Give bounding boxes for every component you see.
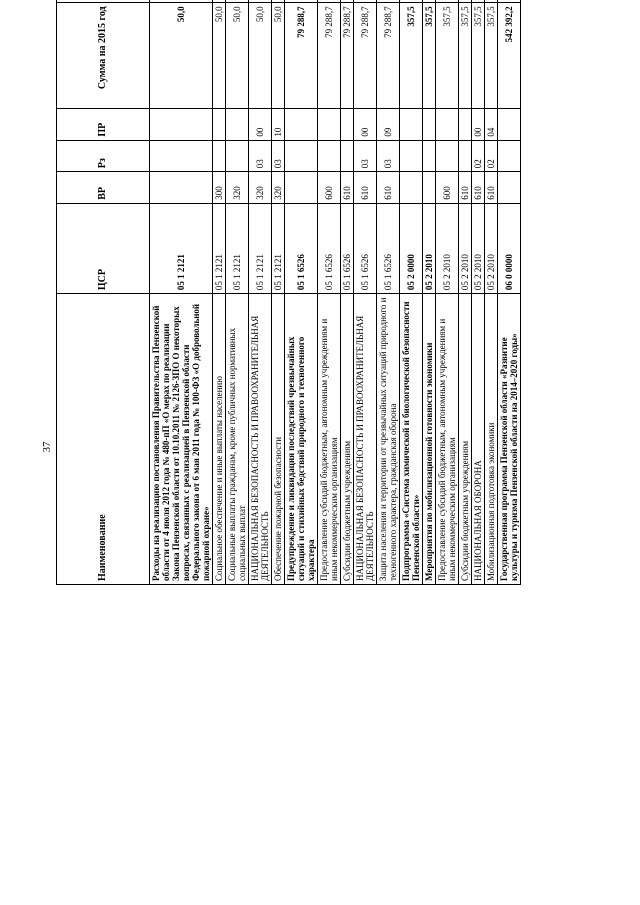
cell-sum-2016 — [498, 0, 521, 3]
budget-table-container — [56, 0, 590, 585]
cell-sum-2016 — [226, 0, 249, 3]
cell-name: Подпрограмма «Система химической и биологической безопасности Пензенской области» — [400, 294, 423, 585]
cell-rz — [459, 140, 472, 172]
cell-vr: 610 — [341, 172, 354, 204]
header-vr: ВР — [57, 172, 150, 204]
cell-sum-2015: 79 288,7 — [285, 3, 318, 109]
table-row — [226, 0, 249, 585]
cell-sum-2016 — [472, 0, 485, 3]
table-row — [249, 0, 272, 585]
table-row — [400, 0, 423, 585]
cell-pr: 09 — [377, 109, 400, 141]
table-row — [498, 0, 521, 585]
cell-sum-2015: 542 392,2 — [498, 3, 521, 109]
cell-rz — [423, 140, 436, 172]
cell-vr: 320 — [249, 172, 272, 204]
cell-sum-2016 — [423, 0, 436, 3]
cell-rz: 02 — [485, 140, 498, 172]
table-row — [354, 0, 377, 585]
cell-sum-2016 — [213, 0, 226, 3]
cell-sum-2015: 357,5 — [423, 3, 436, 109]
cell-vr: 600 — [436, 172, 459, 204]
cell-pr — [498, 109, 521, 141]
cell-csr: 05 1 2121 — [213, 203, 226, 293]
cell-sum-2016 — [150, 0, 213, 3]
cell-vr — [498, 172, 521, 204]
cell-rz — [341, 140, 354, 172]
cell-pr — [423, 109, 436, 141]
cell-csr: 05 1 6526 — [377, 203, 400, 293]
cell-csr: 05 2 2010 — [436, 203, 459, 293]
cell-sum-2016 — [459, 0, 472, 3]
cell-name: НАЦИОНАЛЬНАЯ ОБОРОНА — [472, 294, 485, 585]
cell-sum-2015: 50,0 — [272, 3, 285, 109]
cell-name: Социальные выплаты гражданам, кроме публичных нормативных социальных выплат — [226, 294, 249, 585]
cell-sum-2015: 79 288,7 — [354, 3, 377, 109]
table-row — [213, 0, 226, 585]
table-row — [459, 0, 472, 585]
cell-rz — [318, 140, 341, 172]
cell-pr — [341, 109, 354, 141]
cell-name: Субсидии бюджетным учреждениям — [341, 294, 354, 585]
table-row — [341, 0, 354, 585]
cell-csr: 05 1 6526 — [318, 203, 341, 293]
cell-sum-2015: 50,0 — [213, 3, 226, 109]
cell-sum-2016 — [285, 0, 318, 3]
cell-rz: 03 — [354, 140, 377, 172]
cell-name: Обеспечение пожарной безопасности — [272, 294, 285, 585]
cell-sum-2015: 50,0 — [150, 3, 213, 109]
cell-sum-2015: 357,5 — [436, 3, 459, 109]
cell-rz — [213, 140, 226, 172]
cell-vr: 610 — [459, 172, 472, 204]
cell-sum-2015: 50,0 — [249, 3, 272, 109]
cell-vr: 610 — [377, 172, 400, 204]
cell-vr: 300 — [213, 172, 226, 204]
cell-csr: 05 1 6526 — [341, 203, 354, 293]
cell-vr — [150, 172, 213, 204]
cell-pr — [436, 109, 459, 141]
cell-pr — [318, 109, 341, 141]
cell-name: Государственная программа Пензенской области «Развитие культуры и туризма Пензенской области на 2014–2020 годы» — [498, 294, 521, 585]
rotated-page-content — [56, 6, 590, 845]
header-csr: ЦСР — [57, 203, 150, 293]
cell-csr: 05 1 2121 — [150, 203, 213, 293]
cell-rz — [498, 140, 521, 172]
table-row — [150, 0, 213, 585]
table-row — [472, 0, 485, 585]
cell-pr: 00 — [249, 109, 272, 141]
cell-sum-2015: 357,5 — [485, 3, 498, 109]
table-row — [272, 0, 285, 585]
header-rz: Рз — [57, 140, 150, 172]
budget-table — [56, 0, 521, 585]
table-row — [318, 0, 341, 585]
cell-sum-2016 — [341, 0, 354, 3]
cell-name: Защита населения и территории от чрезвычайных ситуаций природного и техногенного характера, гражданская оборона — [377, 294, 400, 585]
cell-vr: 610 — [485, 172, 498, 204]
cell-name: Предупреждение и ликвидация последствий чрезвычайных ситуаций и стихийных бедствий природного и техногенного характера — [285, 294, 318, 585]
table-row — [377, 0, 400, 585]
cell-pr — [400, 109, 423, 141]
cell-csr: 06 0 0000 — [498, 203, 521, 293]
header-name: Наименование — [57, 294, 150, 585]
cell-vr — [285, 172, 318, 204]
table-row — [423, 0, 436, 585]
cell-sum-2016 — [377, 0, 400, 3]
table-row — [485, 0, 498, 585]
cell-name: Расходы на реализацию постановления Правительства Пензенской области от 4 июля 2012 года № 480-пП «О мерах по реализации Закона Пензенской области от 10.10.2011 № 2126-ЗПО О некоторых вопросах, связанных с реализацией в Пензенской области Федерального закона от 6 мая 2011 года № 100-ФЗ «О добровольной пожарной охране» — [150, 294, 213, 585]
cell-name: Предоставление субсидий бюджетным, автономным учреждениям и иным некоммерческим организациям — [318, 294, 341, 585]
header-sum-2016 — [57, 0, 150, 3]
cell-vr: 320 — [272, 172, 285, 204]
cell-csr: 05 2 2010 — [423, 203, 436, 293]
cell-pr — [459, 109, 472, 141]
cell-pr — [285, 109, 318, 141]
cell-sum-2016 — [354, 0, 377, 3]
cell-csr: 05 1 2121 — [249, 203, 272, 293]
cell-sum-2016 — [485, 0, 498, 3]
cell-name: НАЦИОНАЛЬНАЯ БЕЗОПАСНОСТЬ И ПРАВООХРАНИТЕЛЬНАЯ ДЕЯТЕЛЬНОСТЬ — [354, 294, 377, 585]
cell-csr: 05 2 2010 — [459, 203, 472, 293]
cell-vr — [423, 172, 436, 204]
cell-csr: 05 2 2010 — [485, 203, 498, 293]
cell-rz: 02 — [472, 140, 485, 172]
table-row — [436, 0, 459, 585]
cell-csr: 05 1 2121 — [226, 203, 249, 293]
cell-name: Мероприятия по мобилизационной готовности экономики — [423, 294, 436, 585]
cell-rz: 03 — [377, 140, 400, 172]
cell-sum-2015: 79 288,7 — [341, 3, 354, 109]
table-row — [285, 0, 318, 585]
cell-name: Мобилизационная подготовка экономики — [485, 294, 498, 585]
cell-name: НАЦИОНАЛЬНАЯ БЕЗОПАСНОСТЬ И ПРАВООХРАНИТЕЛЬНАЯ ДЕЯТЕЛЬНОСТЬ — [249, 294, 272, 585]
cell-sum-2016 — [249, 0, 272, 3]
page-number: 37 — [41, 441, 53, 453]
cell-sum-2015: 357,5 — [459, 3, 472, 109]
cell-sum-2015: 79 288,7 — [318, 3, 341, 109]
cell-pr: 00 — [354, 109, 377, 141]
cell-csr: 05 2 2010 — [472, 203, 485, 293]
cell-csr: 05 2 0000 — [400, 203, 423, 293]
cell-csr: 05 1 2121 — [272, 203, 285, 293]
cell-vr: 600 — [318, 172, 341, 204]
cell-sum-2015: 79 288,7 — [377, 3, 400, 109]
cell-sum-2015: 357,5 — [472, 3, 485, 109]
cell-sum-2016 — [436, 0, 459, 3]
header-pr: ПР — [57, 109, 150, 141]
cell-pr — [213, 109, 226, 141]
cell-vr — [400, 172, 423, 204]
cell-sum-2016 — [272, 0, 285, 3]
cell-rz — [150, 140, 213, 172]
cell-pr — [150, 109, 213, 141]
table-header-row — [57, 0, 150, 585]
cell-rz — [285, 140, 318, 172]
header-sum-2015: Сумма на 2015 год — [57, 3, 150, 109]
cell-csr: 05 1 6526 — [354, 203, 377, 293]
cell-rz: 03 — [272, 140, 285, 172]
cell-vr: 610 — [472, 172, 485, 204]
cell-pr — [226, 109, 249, 141]
cell-rz — [436, 140, 459, 172]
cell-sum-2016 — [400, 0, 423, 3]
cell-pr: 10 — [272, 109, 285, 141]
cell-rz: 03 — [249, 140, 272, 172]
cell-name: Предоставление субсидий бюджетным, автономным учреждениям и иным некоммерческим организациям — [436, 294, 459, 585]
cell-vr: 320 — [226, 172, 249, 204]
cell-rz — [400, 140, 423, 172]
cell-pr: 04 — [485, 109, 498, 141]
cell-rz — [226, 140, 249, 172]
cell-sum-2015: 357,5 — [400, 3, 423, 109]
cell-csr: 05 1 6526 — [285, 203, 318, 293]
cell-sum-2016 — [318, 0, 341, 3]
cell-name: Субсидии бюджетным учреждениям — [459, 294, 472, 585]
cell-vr: 610 — [354, 172, 377, 204]
cell-name: Социальное обеспечение и иные выплаты населению — [213, 294, 226, 585]
table-body — [150, 0, 521, 585]
cell-pr: 00 — [472, 109, 485, 141]
cell-sum-2015: 50,0 — [226, 3, 249, 109]
